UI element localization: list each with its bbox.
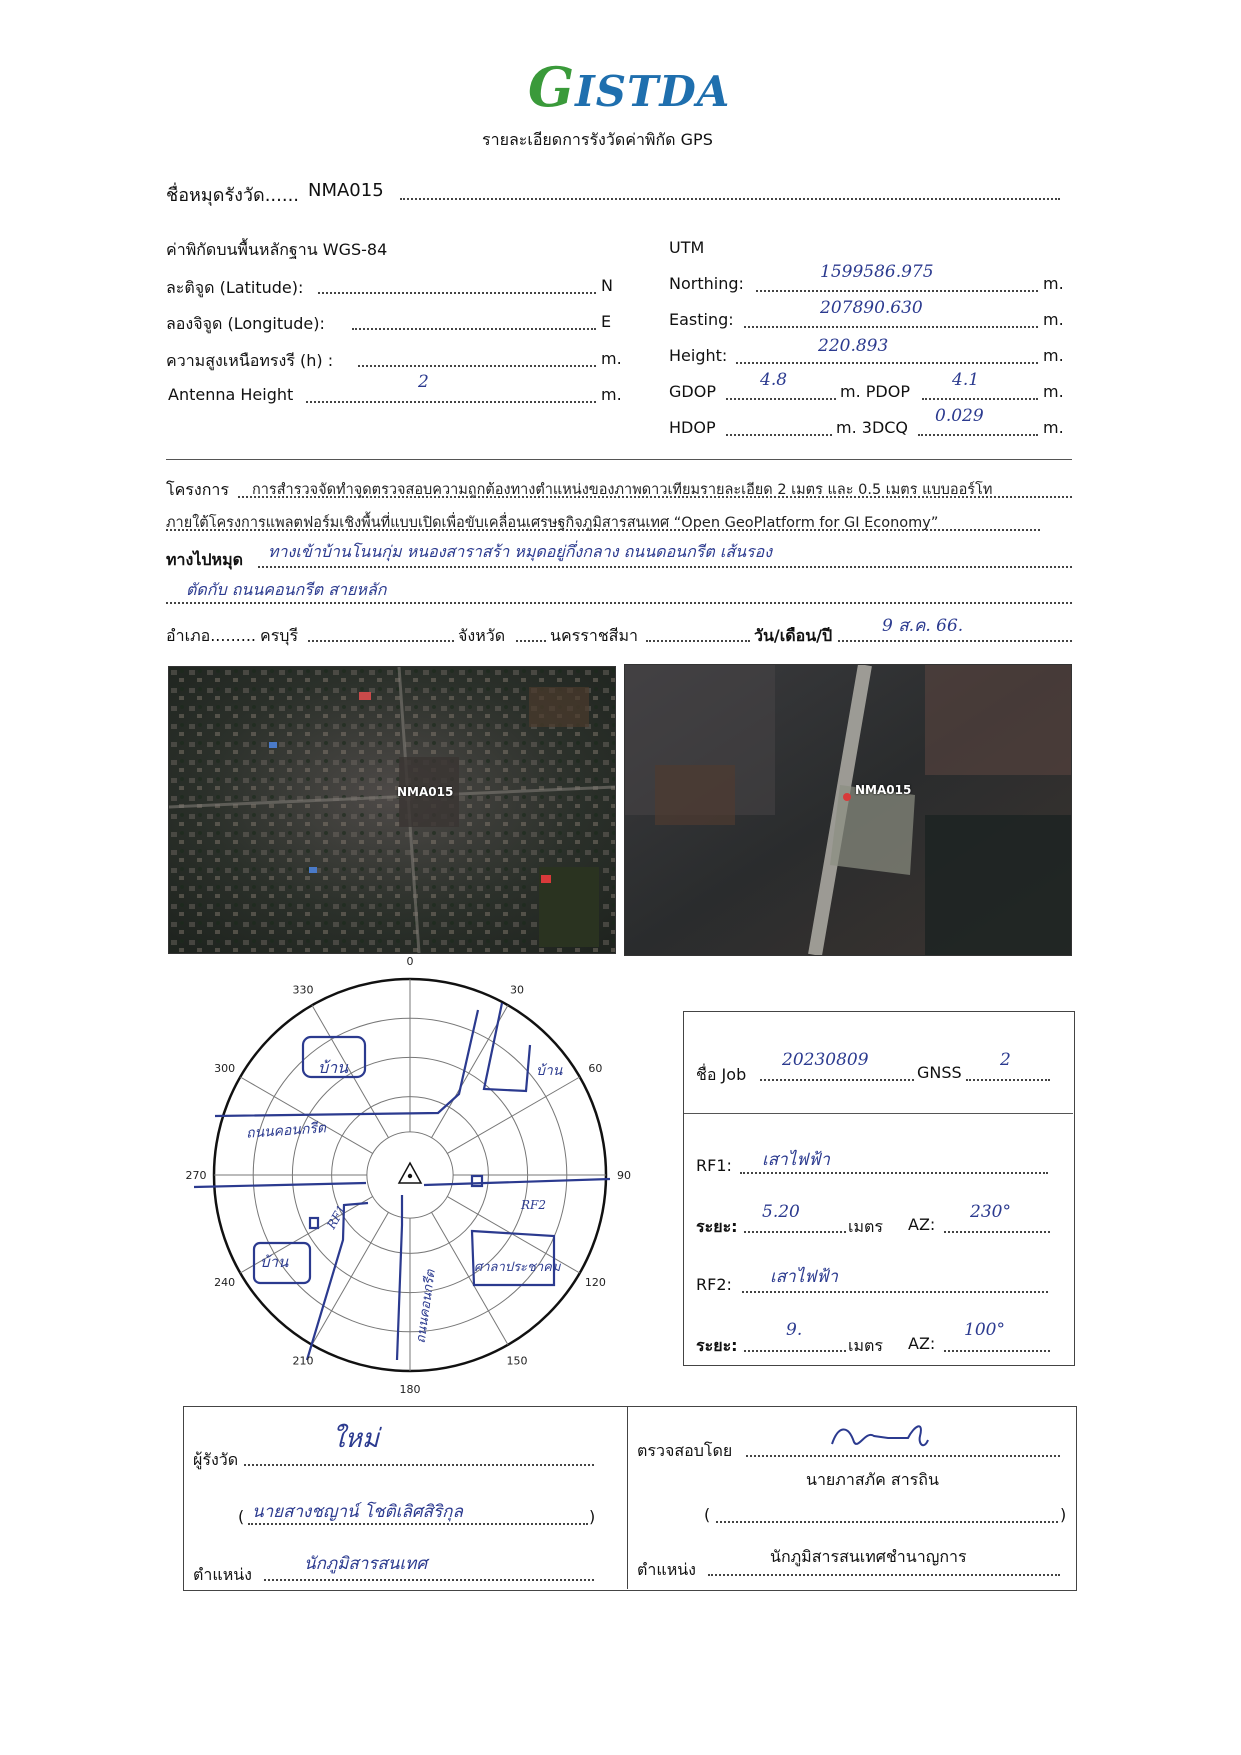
surveyor-name: นายสางชญาน์ โชติเลิศสิริกุล xyxy=(252,1502,463,1522)
antenna-unit: m. xyxy=(601,385,622,404)
skyplot-angle-label-240: 240 xyxy=(214,1276,236,1289)
latitude-unit: N xyxy=(601,276,613,295)
az1-dots xyxy=(944,1231,1050,1233)
gistda-logo: GISTDA xyxy=(528,55,731,119)
dist2-value: 9. xyxy=(786,1320,803,1340)
checker-position-label: ตำแหน่ง xyxy=(637,1560,696,1579)
wgs84-heading: ค่าพิกัดบนพื้นหลักฐาน WGS-84 xyxy=(166,240,388,259)
skyplot-angle-label-60: 60 xyxy=(588,1062,603,1075)
skyplot-angle-label-180: 180 xyxy=(399,1383,421,1396)
project-label: โครงการ xyxy=(166,480,229,499)
dist2-dots xyxy=(744,1350,846,1352)
page-title: รายละเอียดการรังวัดค่าพิกัด GPS xyxy=(482,130,713,149)
longitude-dots xyxy=(352,328,596,330)
utm-heading: UTM xyxy=(669,238,705,257)
surveyor-name-close-paren: ) xyxy=(589,1507,596,1526)
checker-name: นายภาสภัค สารถิน xyxy=(806,1470,939,1489)
province-dots-b xyxy=(646,640,750,642)
az1-value: 230° xyxy=(970,1202,1011,1222)
hdop-label: HDOP xyxy=(669,418,716,437)
skyplot-angle-label-210: 210 xyxy=(292,1354,314,1368)
dist2-label: ระยะ: xyxy=(696,1336,738,1355)
note-pavilion: ศาลาประชาคม xyxy=(474,1260,561,1275)
map-marker-label-right: NMA015 xyxy=(855,783,912,797)
rf1-value: เสาไฟฟ้า xyxy=(762,1150,830,1170)
road-center-line-right xyxy=(424,1179,610,1185)
date-dots xyxy=(838,640,1072,642)
dist1-value: 5.20 xyxy=(762,1202,800,1222)
map-marker-label-left: NMA015 xyxy=(397,785,454,799)
section-divider xyxy=(166,459,1072,460)
antenna-label: Antenna Height xyxy=(168,385,294,404)
route-line2-dots xyxy=(166,602,1072,604)
easting-dots xyxy=(744,326,1038,328)
3dcq-value: 0.029 xyxy=(935,406,984,426)
utm-height-label: Height: xyxy=(669,346,728,365)
note-house-bottom-left: บ้าน xyxy=(260,1253,289,1271)
route-label: ทางไปหมุด xyxy=(166,550,244,569)
skyplot-angle-label-90: 90 xyxy=(617,1169,631,1182)
northing-value: 1599586.975 xyxy=(820,262,934,282)
az2-value: 100° xyxy=(964,1320,1005,1340)
project-line1-dots xyxy=(238,496,1072,498)
skyplot-spoke xyxy=(447,1077,579,1153)
dist1-dots xyxy=(744,1231,846,1233)
road-center-line xyxy=(194,1183,366,1187)
skyplot-angle-label-120: 120 xyxy=(584,1276,606,1289)
province-dots-a xyxy=(516,640,546,642)
skyplot-angle-label-30: 30 xyxy=(510,983,524,997)
date-value: 9 ส.ค. 66. xyxy=(882,616,964,636)
easting-value: 207890.630 xyxy=(820,298,923,318)
skyplot-spoke xyxy=(312,1212,388,1344)
gdop-value: 4.8 xyxy=(760,370,788,390)
longitude-unit: E xyxy=(601,312,612,331)
rf2-dots xyxy=(742,1291,1048,1293)
note-road-main: ถนนคอนกรีต xyxy=(245,1120,327,1142)
gdop-label: GDOP xyxy=(669,382,716,401)
az2-label: AZ: xyxy=(908,1334,936,1353)
northing-dots xyxy=(756,290,1038,292)
gdop-dots xyxy=(726,398,836,400)
surveyor-signature: ใหม่ xyxy=(332,1424,379,1454)
district-dots xyxy=(308,640,454,642)
note-house-top-right: บ้าน xyxy=(536,1063,563,1079)
job-label: ชื่อ Job xyxy=(696,1065,747,1084)
route-line1-dots xyxy=(258,566,1072,568)
satellite-overview-graphic xyxy=(169,667,615,953)
skyplot-angle-label-270: 270 xyxy=(185,1169,207,1182)
station-name: NMA015 xyxy=(308,180,384,201)
project-line2: ภายใต้โครงการแพลตฟอร์มเชิงพื้นที่แบบเปิดเพื่อขับเคลื่อนเศรษฐกิจภูมิสารสนเทศ “Open GeoPlatform for GI Economy” xyxy=(166,515,939,531)
dist1-label: ระยะ: xyxy=(696,1217,738,1236)
satellite-image-overview xyxy=(168,666,616,954)
utm-height-dots xyxy=(736,362,1038,364)
signature-box-divider xyxy=(627,1407,628,1589)
antenna-dots xyxy=(306,401,596,403)
route-line2: ตัดกับ ถนนคอนกรีต สายหลัก xyxy=(186,580,387,599)
surveyor-name-dots xyxy=(248,1523,588,1525)
skyplot-angle-label-0: 0 xyxy=(406,955,414,968)
station-label: ชื่อหมุดรังวัด...... xyxy=(166,185,300,206)
3dcq-unit: m. xyxy=(1043,418,1064,437)
station-dots xyxy=(400,198,1060,200)
gnss-value: 2 xyxy=(1000,1050,1011,1070)
job-value: 20230809 xyxy=(782,1050,869,1070)
easting-unit: m. xyxy=(1043,310,1064,329)
northing-unit: m. xyxy=(1043,274,1064,293)
rf2-value: เสาไฟฟ้า xyxy=(770,1267,838,1287)
surveyor-position-label: ตำแหน่ง xyxy=(193,1565,252,1584)
latitude-dots xyxy=(318,292,596,294)
pdop-dots xyxy=(922,398,1038,400)
province-value: นครราชสีมา xyxy=(550,626,638,645)
3dcq-label: m. 3DCQ xyxy=(836,418,909,437)
skyplot-grid xyxy=(214,979,606,1371)
ellipsoid-height-dots xyxy=(358,365,596,367)
route-line1: ทางเข้าบ้านโนนกุ่ม หนองสาราสร้า หมุดอยู่กึ่งกลาง ถนนดอนกรีต เส้นรอง xyxy=(268,542,773,561)
note-road-vertical: ถนนคอนกรีต xyxy=(413,1268,439,1345)
note-rf2: RF2 xyxy=(521,1198,546,1212)
gnss-label: GNSS xyxy=(917,1063,962,1082)
rf1-label: RF1: xyxy=(696,1156,732,1175)
az2-dots xyxy=(944,1350,1050,1352)
surveyor-position: นักภูมิสารสนเทศ xyxy=(304,1554,428,1574)
surveyor-label: ผู้รังวัด xyxy=(193,1450,239,1469)
satellite-zoom-graphic xyxy=(625,665,1071,955)
latitude-label: ละติจูด (Latitude): xyxy=(166,278,304,297)
checker-position: นักภูมิสารสนเทศชำนาญการ xyxy=(770,1547,967,1566)
longitude-label: ลองจิจูด (Longitude): xyxy=(166,314,325,333)
station-triangle-icon xyxy=(399,1163,421,1183)
checker-name-open-paren: ( xyxy=(704,1505,711,1524)
surveyor-position-dots xyxy=(264,1579,594,1581)
job-dots xyxy=(760,1079,914,1081)
hdop-dots xyxy=(726,434,832,436)
checker-name-dots xyxy=(716,1521,1058,1523)
checker-label: ตรวจสอบโดย xyxy=(637,1441,733,1460)
satellite-image-zoom xyxy=(624,664,1072,956)
utm-height-unit: m. xyxy=(1043,346,1064,365)
skyplot-angle-label-150: 150 xyxy=(506,1354,528,1368)
skyplot-diagram xyxy=(170,955,650,1415)
note-rf1: RF1 xyxy=(324,1202,349,1232)
easting-label: Easting: xyxy=(669,310,734,329)
note-house-top-left: บ้าน xyxy=(318,1058,349,1077)
logo-text: ISTDA xyxy=(575,67,731,116)
3dcq-dots xyxy=(918,434,1038,436)
project-line2-dots xyxy=(166,529,1040,531)
surveyor-name-open-paren: ( xyxy=(238,1507,245,1526)
checker-position-dots xyxy=(708,1574,1060,1576)
az1-label: AZ: xyxy=(908,1215,936,1234)
skyplot-angle-label-330: 330 xyxy=(292,983,314,997)
pdop-label: m. PDOP xyxy=(840,382,910,401)
skyplot-angle-label-300: 300 xyxy=(214,1062,236,1075)
pdop-unit: m. xyxy=(1043,382,1064,401)
ellipsoid-height-label: ความสูงเหนือทรงรี (h) : xyxy=(166,351,334,370)
dist1-meter: เมตร xyxy=(848,1217,883,1236)
surveyor-dots xyxy=(244,1464,594,1466)
road-vertical-right xyxy=(397,1195,402,1360)
district-value: ครบุรี xyxy=(260,626,299,645)
rf1-marker xyxy=(310,1218,318,1228)
project-line1: การสำรวจจัดทำจุดตรวจสอบความถูกต้องทางตำแหน่งของภาพดาวเทียมรายละเอียด 2 เมตร และ 0.5 เมตร แบบออร์โท xyxy=(252,482,993,498)
ellipsoid-height-unit: m. xyxy=(601,349,622,368)
job-box-divider xyxy=(684,1113,1073,1114)
dist2-meter: เมตร xyxy=(848,1336,883,1355)
checker-name-close-paren: ) xyxy=(1060,1505,1067,1524)
skyplot-sketch xyxy=(194,1003,610,1360)
utm-height-value: 220.893 xyxy=(818,336,889,356)
date-label: วัน/เดือน/ปี xyxy=(754,626,833,645)
antenna-value: 2 xyxy=(418,372,429,392)
station-center-dot xyxy=(408,1174,412,1178)
gnss-dots xyxy=(966,1079,1050,1081)
province-label: จังหวัด xyxy=(458,626,506,645)
northing-label: Northing: xyxy=(669,274,744,293)
checker-signature xyxy=(828,1416,948,1456)
rf2-label: RF2: xyxy=(696,1275,732,1294)
district-label: อำเภอ......... xyxy=(166,626,256,645)
pdop-value: 4.1 xyxy=(952,370,980,390)
